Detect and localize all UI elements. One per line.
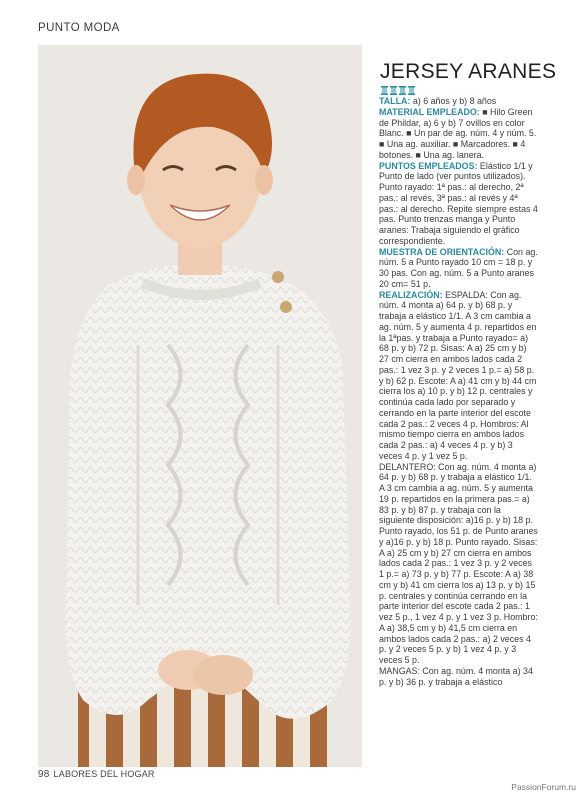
paragraph-text: MANGAS: Con ag. núm. 4 monta a) 34 p. y b) 36 p. y trabaja a elástico [379, 665, 533, 687]
paragraph-label: MUESTRA DE ORIENTACIÓN: [379, 246, 505, 257]
watermark: PassionForum.ru [511, 782, 576, 792]
section-header: PUNTO MODA [38, 22, 120, 34]
instruction-paragraph [379, 290, 538, 462]
paragraph-label: MATERIAL EMPLEADO: [379, 106, 480, 117]
instruction-paragraph [379, 247, 538, 290]
paragraph-label: TALLA: [379, 96, 411, 106]
instruction-paragraph [379, 107, 538, 161]
yarn-spool-icon [399, 86, 406, 95]
paragraph-text: ESPALDA: Con ag. núm. 4 monta a) 64 p. y b) 68 p. y trabaja a elástico 1/1. A 3 cm cambia a ag. núm. 5 y aumenta 4 p. repartidos en la 1ªpas. y trabaja a Punto rayado= a) 68 p. y b) 72 p. Sisas: A a) 25 cm y b) 27 cm cierra en ambos lados cada 2 pas.: 1 vez 3 p. y 2 veces 1 p.= a) 58 p. y b) 62 p. Escote: A a) 41 cm y b) 44 cm cierra los a) 10 p. y b) 12 p. centrales y continúa cada lado por separado y cerrando en la parte interior del escote cada 2 pas.: 2 veces 4 p. Hombros: Al mismo tiempo cierra en ambos lados cada 2 pas.: a) 4 veces 4 p. y b) 3 veces 4 p. y 1 vez 5 p. [379, 289, 537, 461]
instruction-paragraph [379, 96, 538, 107]
paragraph-text: DELANTERO: Con ag. núm. 4 monta a) 64 p. y b) 68 p. y trabaja a elástico 1/1. A 3 cm cambia a ag. núm. 5 y aumenta 19 p. repartidos en la primera pas.= a) 83 p. y b) 87 p. y trabaja con la siguiente disposición: a)16 p. y b) 18 p. Punto rayado, los 51 p. de Punto aranes y a)16 p. y b) 18 p. Punto rayado. Sisas: A a) 25 cm y b) 27 cm cierra en ambos lados cada 2 pas.: 1 vez 3 p. y 2 veces 1 p.= a) 73 p. y b) 77 p. Escote: A a) 38 cm y b) 41 cm cierra los a) 13 p. y b) 15 p. centrales y continúa cerrando en la parte interior del escote cada 2 pas.: 1 vez 5 p., 1 vez 4 p. y 1 vez 3 p. Hombro: A a) 38,5 cm y b) 41,5 cm cierra en ambos lados cada 2 pas.: a) 2 veces 4 p. y 2 veces 5 p. y b) 1 vez 4 p. y 3 veces 5 p. [379, 461, 538, 665]
paragraph-text: a) 6 años y b) 8 años [410, 96, 497, 106]
instruction-paragraph [379, 161, 538, 247]
magazine-name: LABORES DEL HOGAR [53, 769, 155, 779]
difficulty-rating [381, 86, 415, 95]
paragraph-text: ■ Hilo Green de Phildar, a) 6 y b) 7 ovillos en color Blanc. ■ Un par de ag. núm. 4 y núm. 5. ■ Una ag. auxiliar. ■ Marcadores. ■ 4 botones. ■ Una ag. lanera. [379, 106, 537, 160]
pattern-instructions [379, 96, 538, 770]
paragraph-label: REALIZACIÓN: [379, 289, 443, 300]
yarn-spool-icon [381, 86, 388, 95]
model-photo [38, 45, 362, 767]
page-footer [38, 769, 155, 780]
pattern-title: JERSEY ARANES [380, 60, 557, 83]
paragraph-label: PUNTOS EMPLEADOS: [379, 160, 478, 171]
instruction-paragraph [379, 462, 538, 666]
yarn-spool-icon [408, 86, 415, 95]
yarn-spool-icon [390, 86, 397, 95]
page-number: 98 [38, 769, 50, 780]
paragraph-text: Con ag. núm. 5 a Punto rayado 10 cm = 18 p. y 30 pas. Con ag. núm. 5 a Punto aranes 20 cm= 51 p. [379, 246, 538, 289]
paragraph-text: Elástico 1/1 y Punto de lado (ver puntos utilizados). Punto rayado: 1ª pas.: al derecho, 2ª pas.: al revés, 3ª pas.: al revés y 4ª pas.: al derecho. Repite siempre estas 4 pas. Punto trenzas manga y Punto aranes: Trabaja siguiendo el gráfico correspondiente. [379, 160, 538, 246]
instruction-paragraph [379, 666, 538, 688]
